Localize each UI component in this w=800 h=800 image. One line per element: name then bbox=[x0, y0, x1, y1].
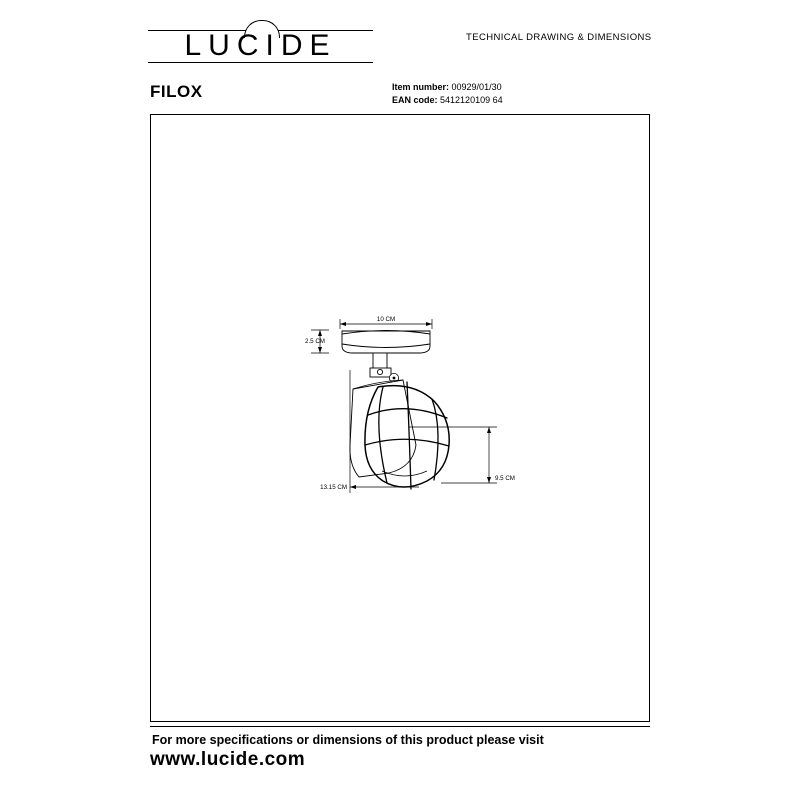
dimension-label-plate-height: 2.5 CM bbox=[305, 338, 325, 345]
logo-text: LUCIDE bbox=[184, 29, 337, 62]
dimension-label-width-top: 10 CM bbox=[376, 316, 396, 323]
footer-note: For more specifications or dimensions of this product please visit bbox=[152, 733, 544, 747]
page-title: FILOX bbox=[150, 82, 203, 101]
item-number-value: 00929/01/30 bbox=[451, 82, 502, 92]
lamp-stem bbox=[370, 353, 391, 377]
item-number-row bbox=[392, 81, 503, 94]
item-number-label: Item number: bbox=[392, 82, 450, 92]
technical-drawing-label: TECHNICAL DRAWING & DIMENSIONS bbox=[466, 32, 652, 43]
page-header bbox=[0, 0, 800, 112]
ean-code-label: EAN code: bbox=[392, 95, 438, 105]
ean-code-value: 5412120109 64 bbox=[440, 95, 503, 105]
product-meta bbox=[392, 81, 503, 107]
dimension-label-overall-length: 13.15 CM bbox=[320, 484, 347, 491]
technical-drawing bbox=[151, 115, 651, 723]
lucide-logo bbox=[148, 28, 373, 64]
drawing-frame bbox=[150, 114, 650, 722]
footer-divider bbox=[150, 726, 650, 727]
footer-website-link[interactable]: www.lucide.com bbox=[150, 749, 306, 770]
ceiling-plate bbox=[342, 331, 430, 354]
ean-code-row bbox=[392, 94, 503, 107]
dimension-label-depth: 9.5 CM bbox=[495, 475, 515, 482]
dimension-depth bbox=[409, 427, 497, 483]
